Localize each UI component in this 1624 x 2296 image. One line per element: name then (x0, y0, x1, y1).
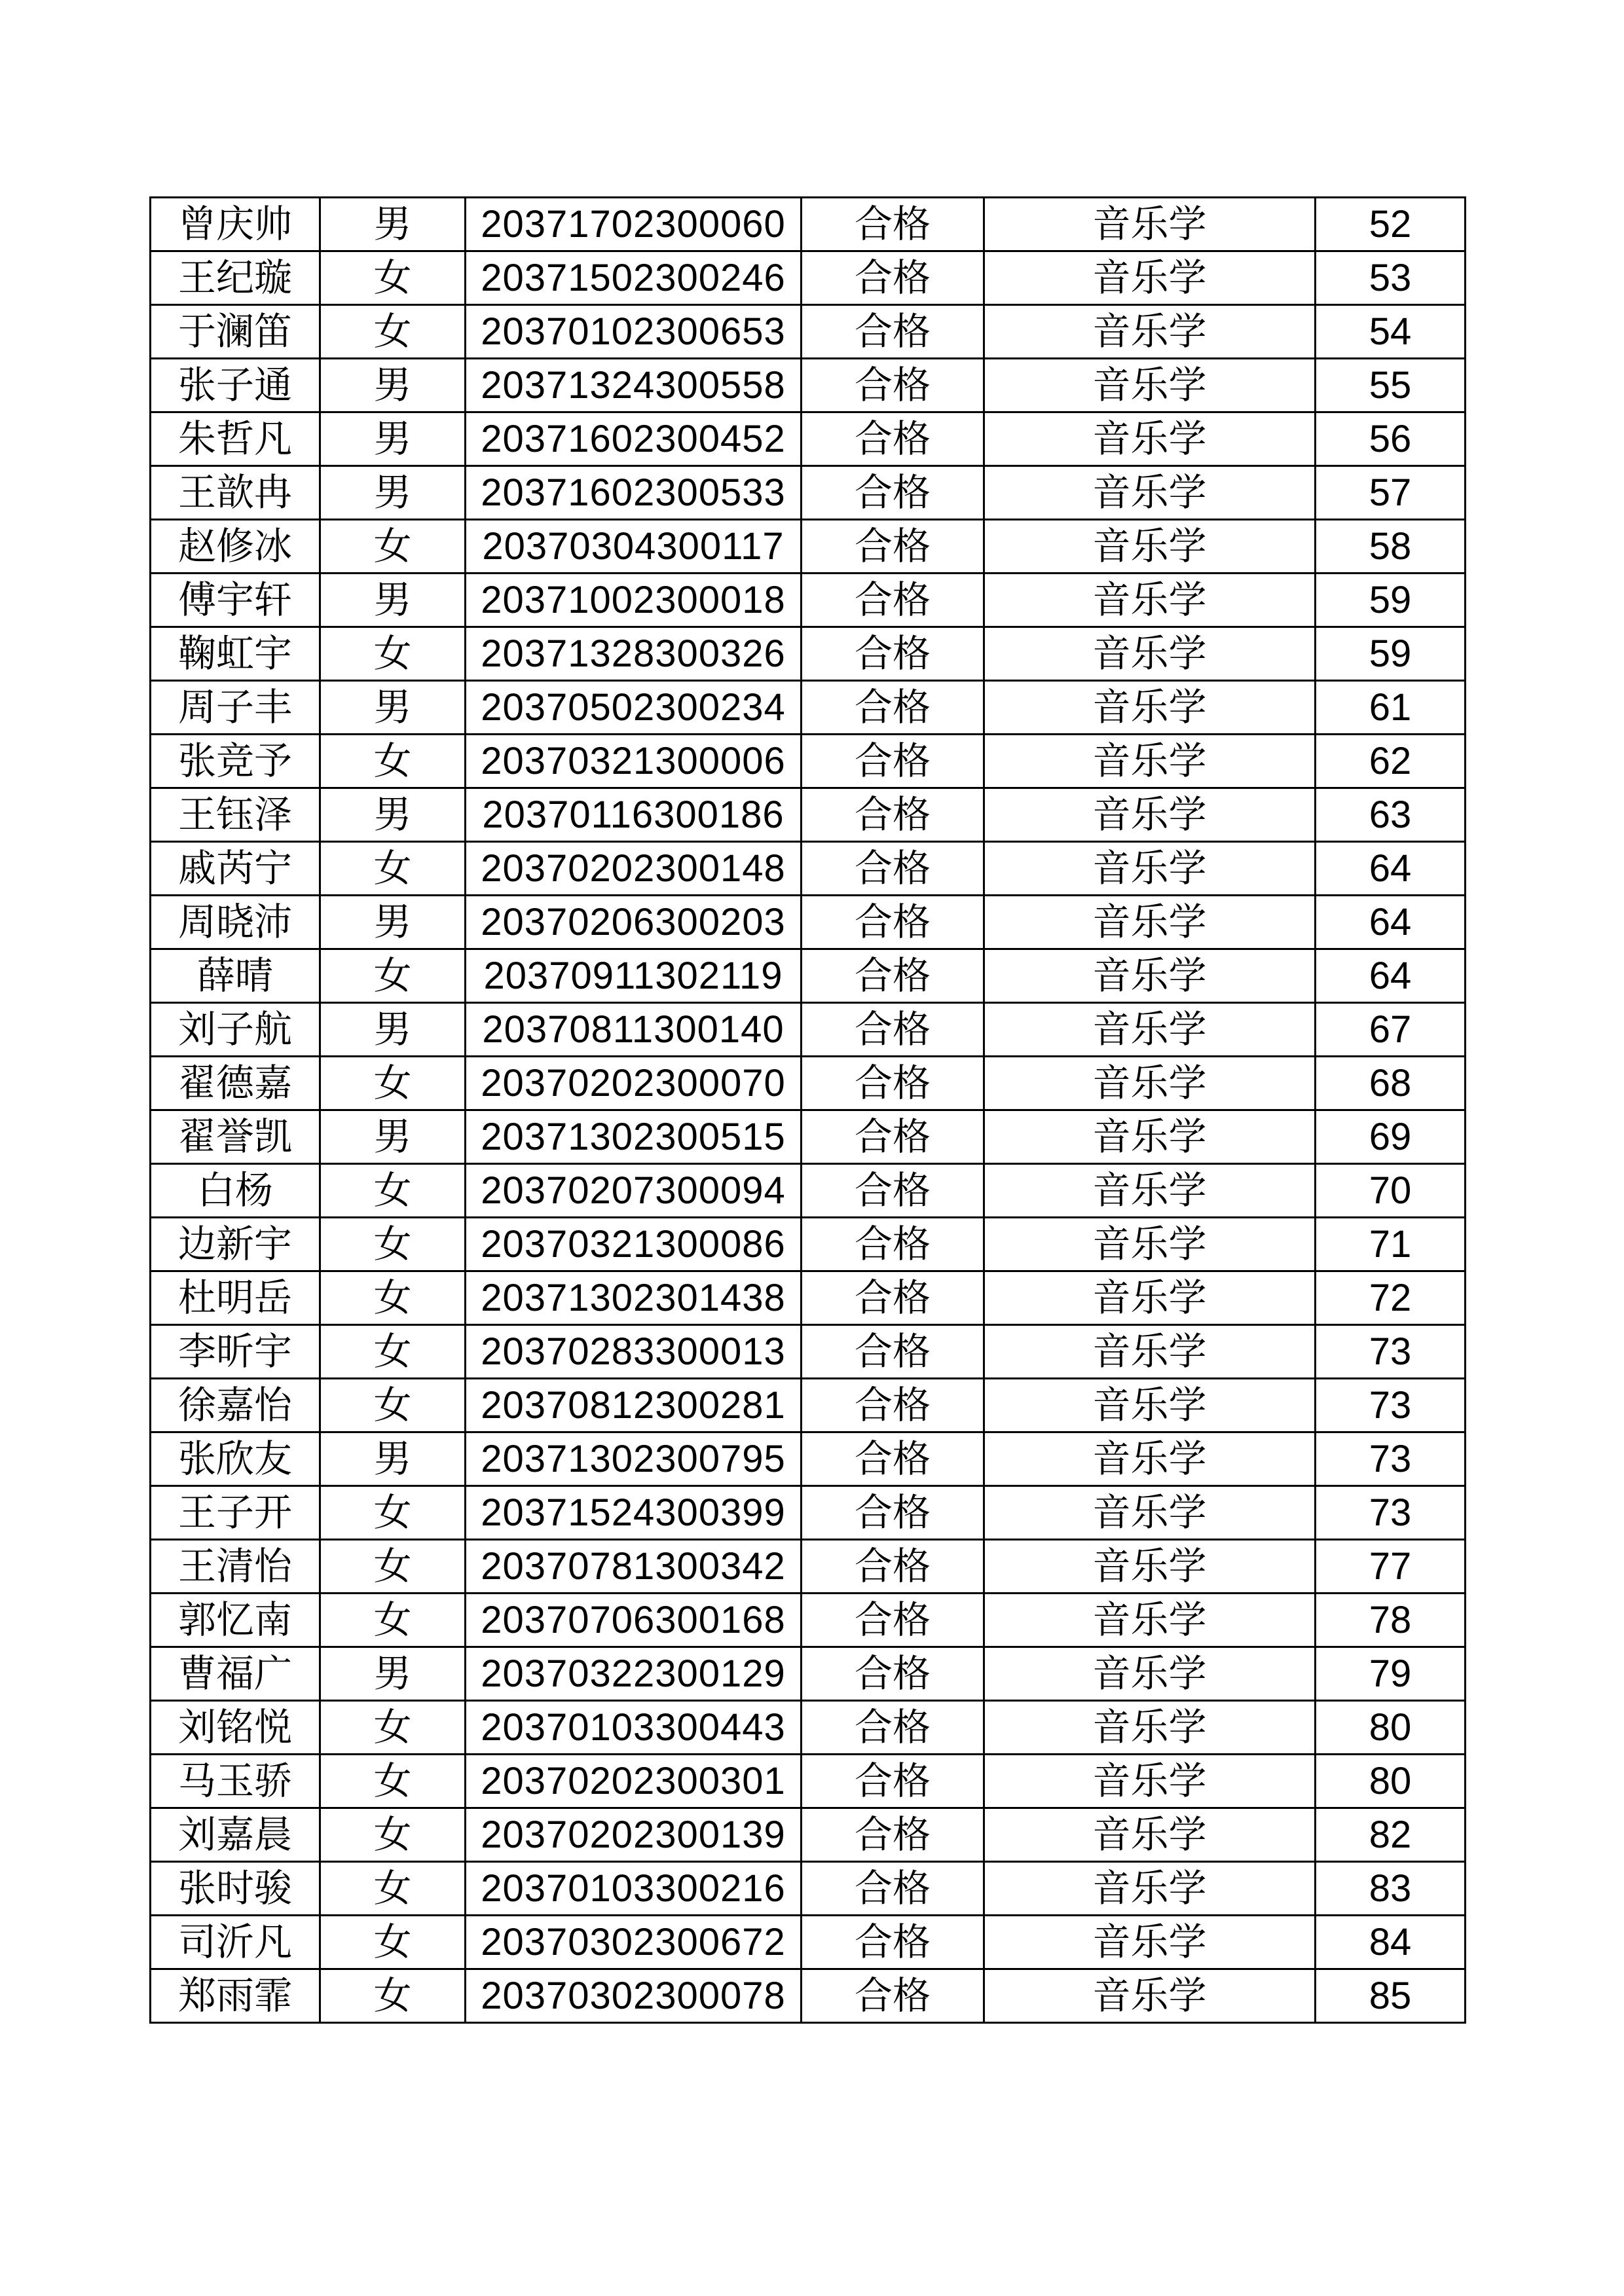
table-row (151, 1432, 1466, 1486)
rank-cell: 85 (1316, 1969, 1466, 2023)
gender-cell: 女 (320, 1325, 466, 1379)
table-row (151, 1862, 1466, 1916)
gender-cell: 女 (320, 1808, 466, 1862)
major-cell: 音乐学 (984, 466, 1316, 520)
rank-cell: 52 (1316, 198, 1466, 251)
result-cell: 合格 (802, 1701, 984, 1755)
student-name-cell: 马玉骄 (151, 1755, 320, 1808)
result-cell: 合格 (802, 681, 984, 735)
result-cell: 合格 (802, 466, 984, 520)
result-cell: 合格 (802, 842, 984, 896)
rank-cell: 79 (1316, 1647, 1466, 1701)
exam-id-cell: 20370911302119 (466, 949, 802, 1003)
table-row (151, 1379, 1466, 1432)
student-name-cell: 戚芮宁 (151, 842, 320, 896)
gender-cell: 女 (320, 251, 466, 305)
rank-cell: 73 (1316, 1379, 1466, 1432)
student-name-cell: 杜明岳 (151, 1271, 320, 1325)
major-cell: 音乐学 (984, 627, 1316, 681)
major-cell: 音乐学 (984, 681, 1316, 735)
student-name-cell: 曾庆帅 (151, 198, 320, 251)
table-row (151, 1164, 1466, 1218)
exam-id-cell: 20370322300129 (466, 1647, 802, 1701)
major-cell: 音乐学 (984, 359, 1316, 412)
student-name-cell: 翟誉凯 (151, 1110, 320, 1164)
table-row (151, 1218, 1466, 1271)
exam-id-cell: 20371302301438 (466, 1271, 802, 1325)
student-name-cell: 张欣友 (151, 1432, 320, 1486)
gender-cell: 女 (320, 1164, 466, 1218)
table-row (151, 251, 1466, 305)
exam-id-cell: 20370202300070 (466, 1057, 802, 1110)
table-row (151, 1647, 1466, 1701)
rank-cell: 84 (1316, 1916, 1466, 1969)
table-row (151, 520, 1466, 574)
gender-cell: 女 (320, 1218, 466, 1271)
exam-id-cell: 20370103300443 (466, 1701, 802, 1755)
table-row (151, 1003, 1466, 1057)
exam-id-cell: 20371502300246 (466, 251, 802, 305)
gender-cell: 男 (320, 681, 466, 735)
student-name-cell: 傅宇轩 (151, 574, 320, 627)
table-row (151, 466, 1466, 520)
exam-id-cell: 20370283300013 (466, 1325, 802, 1379)
major-cell: 音乐学 (984, 574, 1316, 627)
major-cell: 音乐学 (984, 1164, 1316, 1218)
table-row (151, 896, 1466, 949)
rank-cell: 58 (1316, 520, 1466, 574)
rank-cell: 61 (1316, 681, 1466, 735)
table-row (151, 627, 1466, 681)
gender-cell: 男 (320, 359, 466, 412)
result-cell: 合格 (802, 198, 984, 251)
results-table (149, 196, 1466, 2024)
student-name-cell: 王歆冉 (151, 466, 320, 520)
major-cell: 音乐学 (984, 1486, 1316, 1540)
table-row (151, 842, 1466, 896)
major-cell: 音乐学 (984, 251, 1316, 305)
gender-cell: 女 (320, 1701, 466, 1755)
major-cell: 音乐学 (984, 1701, 1316, 1755)
table-row (151, 1271, 1466, 1325)
rank-cell: 83 (1316, 1862, 1466, 1916)
major-cell: 音乐学 (984, 198, 1316, 251)
result-cell: 合格 (802, 1916, 984, 1969)
gender-cell: 女 (320, 735, 466, 788)
student-name-cell: 王子开 (151, 1486, 320, 1540)
rank-cell: 73 (1316, 1486, 1466, 1540)
exam-id-cell: 20370706300168 (466, 1594, 802, 1647)
exam-id-cell: 20370302300672 (466, 1916, 802, 1969)
table-row (151, 1755, 1466, 1808)
major-cell: 音乐学 (984, 896, 1316, 949)
table-row (151, 412, 1466, 466)
results-table-body (151, 198, 1466, 2023)
major-cell: 音乐学 (984, 949, 1316, 1003)
rank-cell: 62 (1316, 735, 1466, 788)
result-cell: 合格 (802, 1218, 984, 1271)
major-cell: 音乐学 (984, 788, 1316, 842)
result-cell: 合格 (802, 412, 984, 466)
table-row (151, 198, 1466, 251)
gender-cell: 女 (320, 305, 466, 359)
major-cell: 音乐学 (984, 1808, 1316, 1862)
student-name-cell: 张子通 (151, 359, 320, 412)
rank-cell: 68 (1316, 1057, 1466, 1110)
gender-cell: 女 (320, 1969, 466, 2023)
gender-cell: 男 (320, 198, 466, 251)
result-cell: 合格 (802, 1594, 984, 1647)
rank-cell: 72 (1316, 1271, 1466, 1325)
rank-cell: 57 (1316, 466, 1466, 520)
rank-cell: 71 (1316, 1218, 1466, 1271)
result-cell: 合格 (802, 949, 984, 1003)
major-cell: 音乐学 (984, 1647, 1316, 1701)
major-cell: 音乐学 (984, 1432, 1316, 1486)
table-row (151, 1808, 1466, 1862)
student-name-cell: 刘铭悦 (151, 1701, 320, 1755)
table-row (151, 735, 1466, 788)
rank-cell: 53 (1316, 251, 1466, 305)
rank-cell: 77 (1316, 1540, 1466, 1594)
student-name-cell: 朱哲凡 (151, 412, 320, 466)
result-cell: 合格 (802, 1647, 984, 1701)
table-row (151, 1540, 1466, 1594)
gender-cell: 男 (320, 1110, 466, 1164)
exam-id-cell: 20370302300078 (466, 1969, 802, 2023)
rank-cell: 78 (1316, 1594, 1466, 1647)
exam-id-cell: 20370207300094 (466, 1164, 802, 1218)
major-cell: 音乐学 (984, 1003, 1316, 1057)
table-row (151, 949, 1466, 1003)
gender-cell: 女 (320, 1755, 466, 1808)
major-cell: 音乐学 (984, 1110, 1316, 1164)
gender-cell: 男 (320, 896, 466, 949)
table-row (151, 1594, 1466, 1647)
student-name-cell: 薛晴 (151, 949, 320, 1003)
student-name-cell: 于澜笛 (151, 305, 320, 359)
result-cell: 合格 (802, 1486, 984, 1540)
result-cell: 合格 (802, 305, 984, 359)
gender-cell: 男 (320, 1432, 466, 1486)
rank-cell: 80 (1316, 1701, 1466, 1755)
table-row (151, 305, 1466, 359)
rank-cell: 64 (1316, 842, 1466, 896)
gender-cell: 女 (320, 842, 466, 896)
table-row (151, 788, 1466, 842)
exam-id-cell: 20370202300301 (466, 1755, 802, 1808)
gender-cell: 女 (320, 1862, 466, 1916)
major-cell: 音乐学 (984, 1057, 1316, 1110)
major-cell: 音乐学 (984, 305, 1316, 359)
rank-cell: 73 (1316, 1432, 1466, 1486)
gender-cell: 女 (320, 1057, 466, 1110)
student-name-cell: 白杨 (151, 1164, 320, 1218)
exam-id-cell: 20370202300139 (466, 1808, 802, 1862)
student-name-cell: 鞠虹宇 (151, 627, 320, 681)
student-name-cell: 郑雨霏 (151, 1969, 320, 2023)
student-name-cell: 周晓沛 (151, 896, 320, 949)
student-name-cell: 司沂凡 (151, 1916, 320, 1969)
table-row (151, 1057, 1466, 1110)
major-cell: 音乐学 (984, 1969, 1316, 2023)
exam-id-cell: 20370304300117 (466, 520, 802, 574)
exam-id-cell: 20371328300326 (466, 627, 802, 681)
rank-cell: 59 (1316, 574, 1466, 627)
result-cell: 合格 (802, 1325, 984, 1379)
major-cell: 音乐学 (984, 735, 1316, 788)
gender-cell: 男 (320, 412, 466, 466)
gender-cell: 女 (320, 520, 466, 574)
table-row (151, 574, 1466, 627)
rank-cell: 80 (1316, 1755, 1466, 1808)
exam-id-cell: 20371302300795 (466, 1432, 802, 1486)
exam-id-cell: 20370321300086 (466, 1218, 802, 1271)
exam-id-cell: 20371602300452 (466, 412, 802, 466)
exam-id-cell: 20371702300060 (466, 198, 802, 251)
result-cell: 合格 (802, 1164, 984, 1218)
major-cell: 音乐学 (984, 520, 1316, 574)
table-row (151, 1486, 1466, 1540)
student-name-cell: 徐嘉怡 (151, 1379, 320, 1432)
exam-id-cell: 20370202300148 (466, 842, 802, 896)
result-cell: 合格 (802, 1862, 984, 1916)
gender-cell: 女 (320, 1486, 466, 1540)
rank-cell: 69 (1316, 1110, 1466, 1164)
result-cell: 合格 (802, 896, 984, 949)
exam-id-cell: 20371302300515 (466, 1110, 802, 1164)
table-row (151, 681, 1466, 735)
gender-cell: 女 (320, 1540, 466, 1594)
major-cell: 音乐学 (984, 1540, 1316, 1594)
major-cell: 音乐学 (984, 1271, 1316, 1325)
major-cell: 音乐学 (984, 412, 1316, 466)
student-name-cell: 王清怡 (151, 1540, 320, 1594)
result-cell: 合格 (802, 1379, 984, 1432)
major-cell: 音乐学 (984, 1379, 1316, 1432)
result-cell: 合格 (802, 1110, 984, 1164)
student-name-cell: 郭忆南 (151, 1594, 320, 1647)
table-row (151, 359, 1466, 412)
result-cell: 合格 (802, 1755, 984, 1808)
exam-id-cell: 20371524300399 (466, 1486, 802, 1540)
student-name-cell: 刘子航 (151, 1003, 320, 1057)
student-name-cell: 边新宇 (151, 1218, 320, 1271)
table-row (151, 1916, 1466, 1969)
rank-cell: 64 (1316, 896, 1466, 949)
rank-cell: 59 (1316, 627, 1466, 681)
major-cell: 音乐学 (984, 1862, 1316, 1916)
gender-cell: 男 (320, 1003, 466, 1057)
rank-cell: 73 (1316, 1325, 1466, 1379)
gender-cell: 女 (320, 1916, 466, 1969)
gender-cell: 女 (320, 949, 466, 1003)
rank-cell: 63 (1316, 788, 1466, 842)
result-cell: 合格 (802, 1432, 984, 1486)
exam-id-cell: 20370321300006 (466, 735, 802, 788)
result-cell: 合格 (802, 359, 984, 412)
result-cell: 合格 (802, 520, 984, 574)
exam-id-cell: 20370102300653 (466, 305, 802, 359)
rank-cell: 70 (1316, 1164, 1466, 1218)
gender-cell: 女 (320, 1594, 466, 1647)
table-row (151, 1701, 1466, 1755)
exam-id-cell: 20370502300234 (466, 681, 802, 735)
result-cell: 合格 (802, 251, 984, 305)
table-row (151, 1325, 1466, 1379)
table-row (151, 1110, 1466, 1164)
exam-id-cell: 20370812300281 (466, 1379, 802, 1432)
student-name-cell: 赵修冰 (151, 520, 320, 574)
major-cell: 音乐学 (984, 1916, 1316, 1969)
exam-id-cell: 20371002300018 (466, 574, 802, 627)
table-row (151, 1969, 1466, 2023)
gender-cell: 女 (320, 1271, 466, 1325)
major-cell: 音乐学 (984, 1325, 1316, 1379)
gender-cell: 男 (320, 1647, 466, 1701)
major-cell: 音乐学 (984, 842, 1316, 896)
rank-cell: 64 (1316, 949, 1466, 1003)
student-name-cell: 周子丰 (151, 681, 320, 735)
student-name-cell: 翟德嘉 (151, 1057, 320, 1110)
exam-id-cell: 20370103300216 (466, 1862, 802, 1916)
exam-id-cell: 20370206300203 (466, 896, 802, 949)
result-cell: 合格 (802, 627, 984, 681)
student-name-cell: 李昕宇 (151, 1325, 320, 1379)
result-cell: 合格 (802, 1540, 984, 1594)
rank-cell: 67 (1316, 1003, 1466, 1057)
result-cell: 合格 (802, 1969, 984, 2023)
result-cell: 合格 (802, 1057, 984, 1110)
student-name-cell: 张时骏 (151, 1862, 320, 1916)
rank-cell: 54 (1316, 305, 1466, 359)
result-cell: 合格 (802, 788, 984, 842)
gender-cell: 男 (320, 788, 466, 842)
exam-id-cell: 20371602300533 (466, 466, 802, 520)
student-name-cell: 曹福广 (151, 1647, 320, 1701)
gender-cell: 女 (320, 1379, 466, 1432)
student-name-cell: 王纪璇 (151, 251, 320, 305)
rank-cell: 56 (1316, 412, 1466, 466)
result-cell: 合格 (802, 1271, 984, 1325)
rank-cell: 82 (1316, 1808, 1466, 1862)
major-cell: 音乐学 (984, 1594, 1316, 1647)
result-cell: 合格 (802, 1003, 984, 1057)
gender-cell: 男 (320, 574, 466, 627)
student-name-cell: 张竞予 (151, 735, 320, 788)
result-cell: 合格 (802, 574, 984, 627)
exam-id-cell: 20370116300186 (466, 788, 802, 842)
student-name-cell: 王钰泽 (151, 788, 320, 842)
gender-cell: 女 (320, 627, 466, 681)
result-cell: 合格 (802, 1808, 984, 1862)
exam-id-cell: 20371324300558 (466, 359, 802, 412)
major-cell: 音乐学 (984, 1755, 1316, 1808)
gender-cell: 男 (320, 466, 466, 520)
student-name-cell: 刘嘉晨 (151, 1808, 320, 1862)
result-cell: 合格 (802, 735, 984, 788)
exam-id-cell: 20370811300140 (466, 1003, 802, 1057)
rank-cell: 55 (1316, 359, 1466, 412)
exam-id-cell: 20370781300342 (466, 1540, 802, 1594)
major-cell: 音乐学 (984, 1218, 1316, 1271)
